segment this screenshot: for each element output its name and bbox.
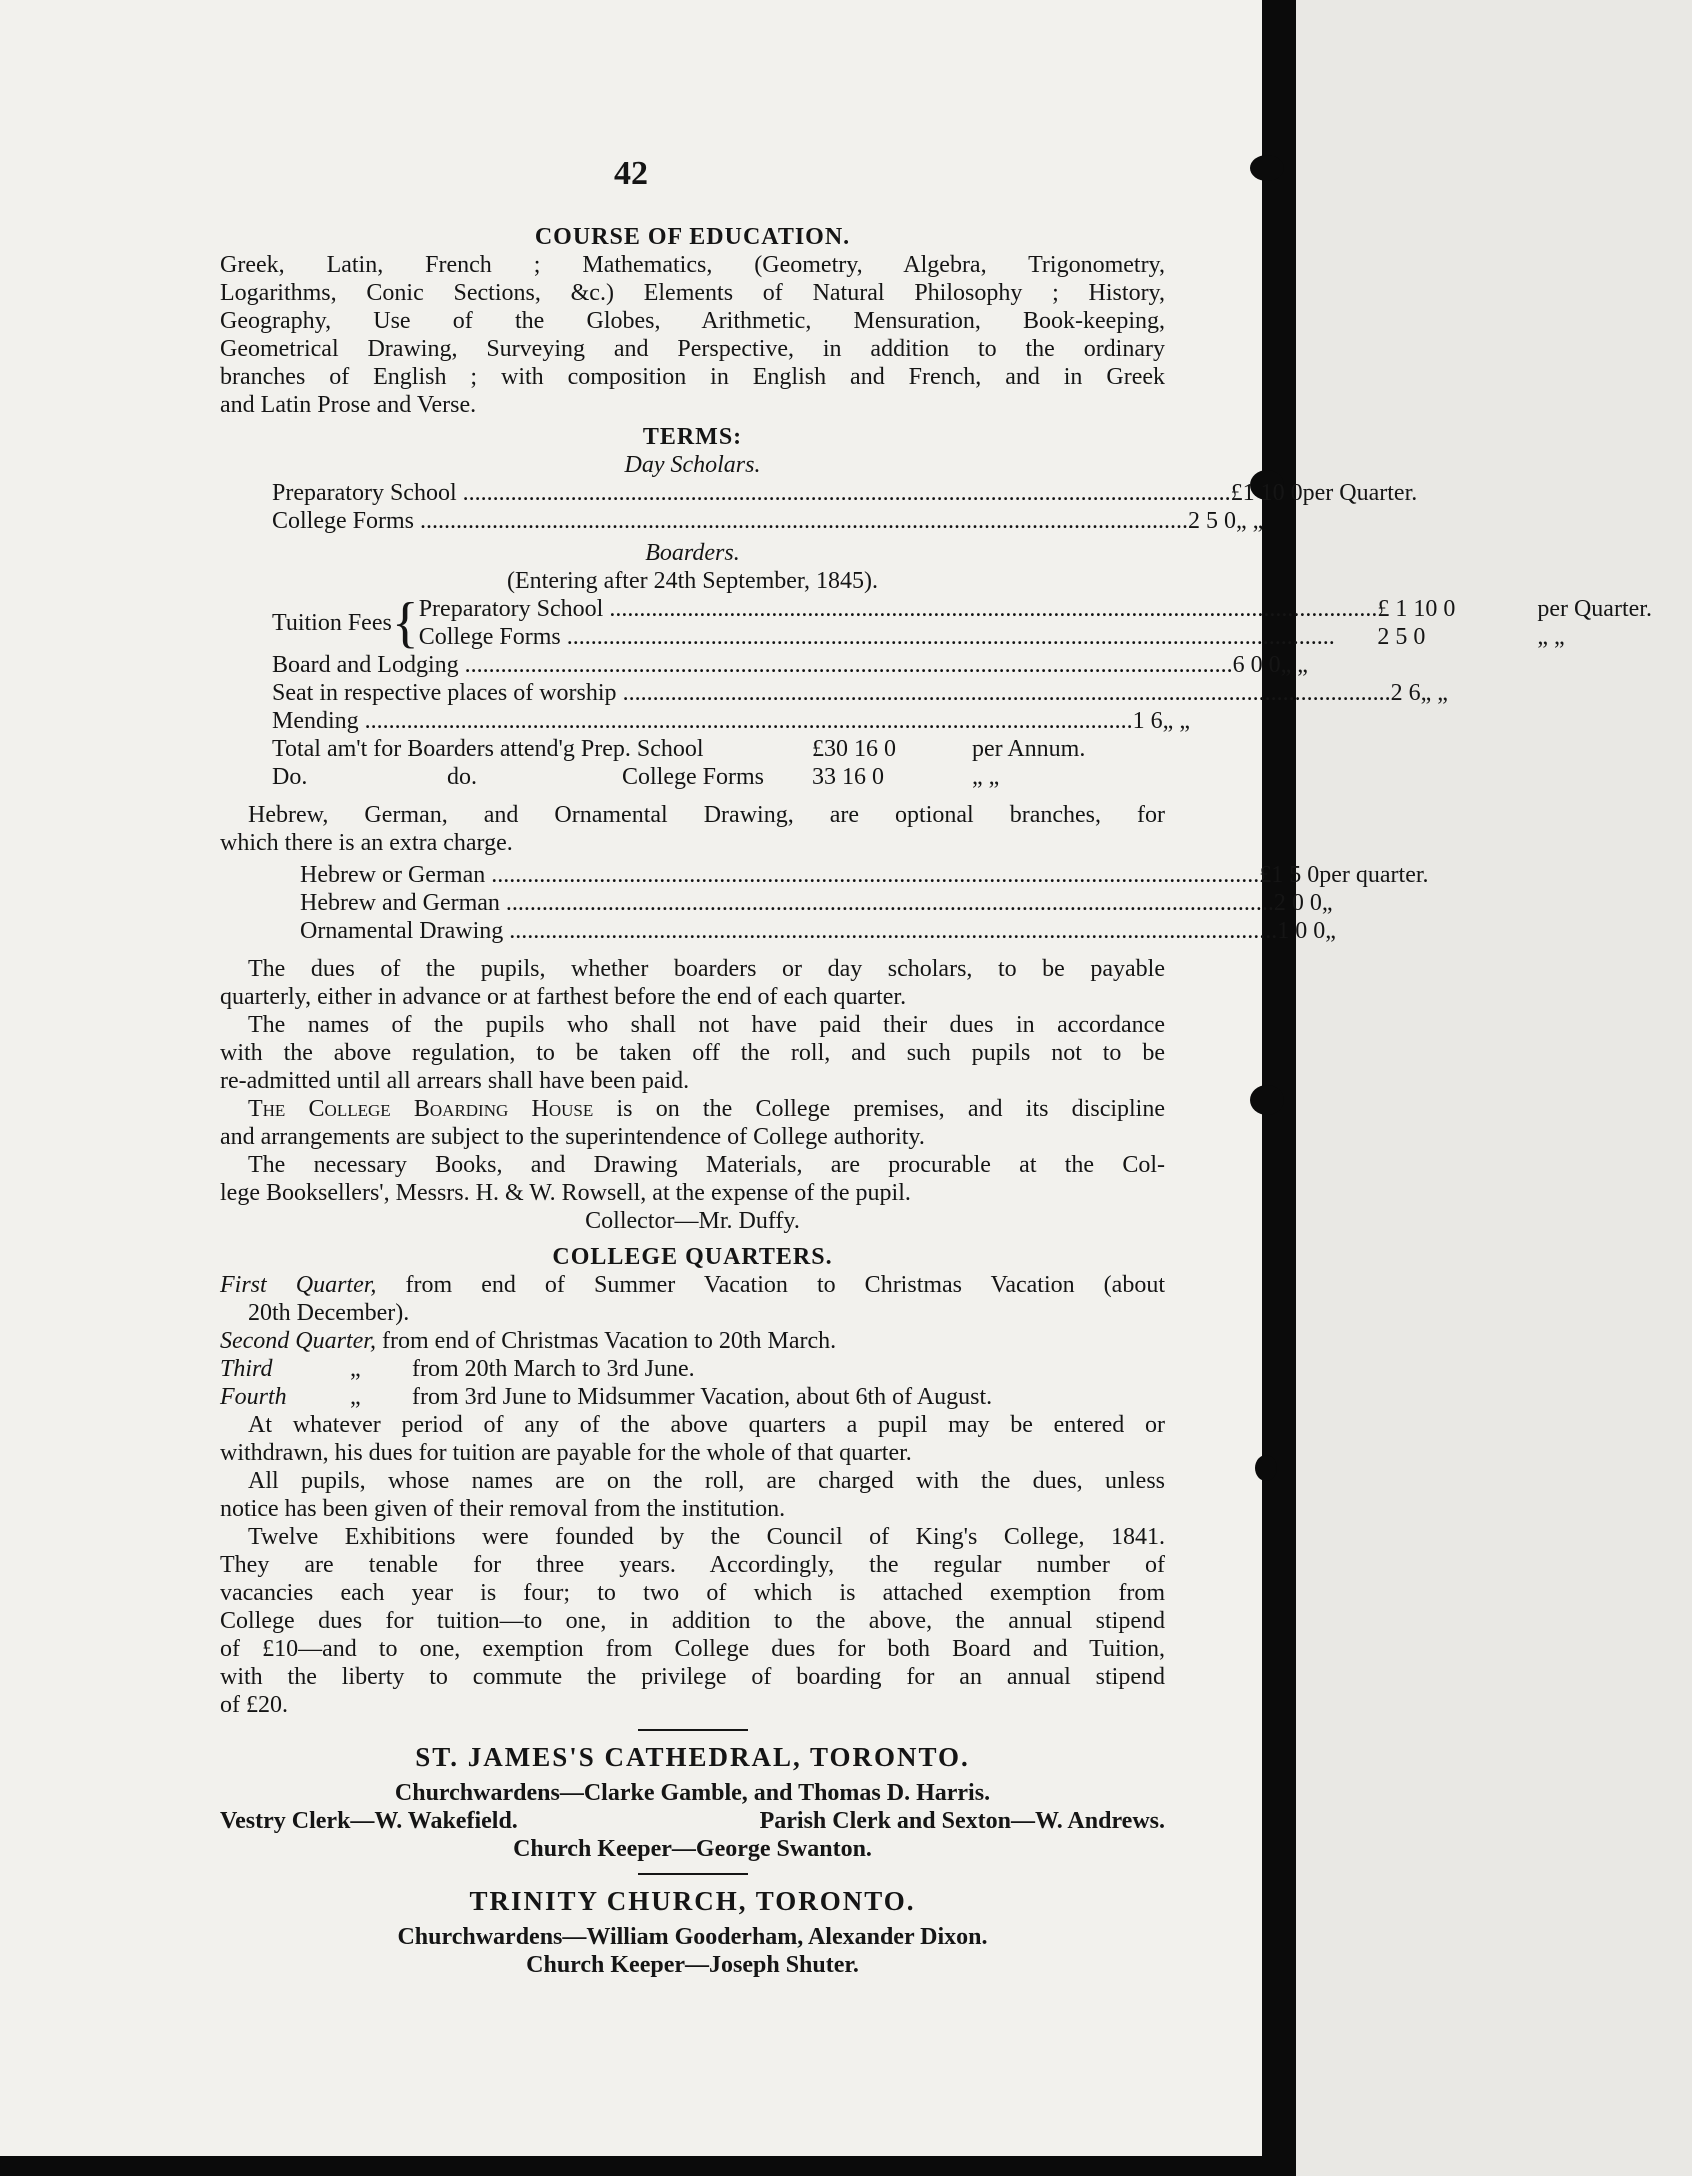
- quarters-heading: COLLEGE QUARTERS.: [552, 1244, 833, 1270]
- fee-label: College Forms .....: [419, 623, 1378, 651]
- vestry-clerk: Vestry Clerk—W. Wakefield.: [220, 1808, 518, 1834]
- para-line: College dues for tuition—to one, in addition to the above, the annual stipend: [220, 1608, 1165, 1634]
- section-rule: [638, 1873, 748, 1875]
- trinity-churchwardens: Churchwardens—William Gooderham, Alexander Dixon.: [397, 1924, 988, 1950]
- fee-label: Ornamental Drawing .....: [300, 917, 1277, 945]
- course-line: Geography, Use of the Globes, Arithmetic, Mensuration, Book-keeping,: [220, 308, 1165, 334]
- fee-amount: 1 0 0: [1277, 918, 1326, 944]
- trinity-keeper: Church Keeper—Joseph Shuter.: [526, 1952, 859, 1978]
- dues-line: The dues of the pupils, whether boarders or day scholars, to be payable: [248, 956, 1165, 982]
- fee-row: [300, 917, 1336, 945]
- fee-period: „: [1321, 890, 1333, 916]
- day-fees-table: [272, 479, 1418, 535]
- quarter-line: [220, 1327, 1165, 1355]
- fee-label: Mending .....: [272, 707, 1133, 735]
- st-james-heading: ST. JAMES'S CATHEDRAL, TORONTO.: [415, 1742, 970, 1772]
- trinity-heading: TRINITY CHURCH, TORONTO.: [469, 1886, 916, 1916]
- scan-border-bottom: [0, 2156, 1296, 2176]
- fee-row: [272, 507, 1264, 535]
- fee-row: [419, 623, 1692, 651]
- fee-amount: £ 1 10 0: [1377, 596, 1456, 622]
- para-line: They are tenable for three years. Accordingly, the regular number of: [220, 1552, 1165, 1578]
- tuition-label: Tuition Fees: [272, 610, 392, 636]
- dues-line: The names of the pupils who shall not have paid their dues in accordance: [248, 1012, 1165, 1038]
- quarter-label: First Quarter,: [220, 1272, 377, 1298]
- quarter-label: Third: [220, 1356, 273, 1382]
- para-line: Twelve Exhibitions were founded by the Council of King's College, 1841.: [248, 1524, 1165, 1550]
- course-line: and Latin Prose and Verse.: [220, 392, 477, 418]
- fee-row: [300, 889, 1333, 917]
- fee-period: „ „: [1236, 508, 1264, 534]
- total-amount: 33 16 0: [812, 764, 884, 790]
- course-line: Greek, Latin, French ; Mathematics, (Geometry, Algebra, Trigonometry,: [220, 252, 1165, 278]
- para-line: of £10—and to one, exemption from College dues for both Board and Tuition,: [220, 1636, 1165, 1662]
- para-line: withdrawn, his dues for tuition are payable for the whole of that quarter.: [220, 1440, 912, 1466]
- ditto-mark: „: [350, 1384, 361, 1410]
- quarter-text: from end of Christmas Vacation to 20th March.: [375, 1328, 837, 1354]
- quarter-line: [220, 1355, 1165, 1383]
- fee-row: [419, 595, 1692, 623]
- fee-label: Seat in respective places of worship .....: [272, 679, 1391, 707]
- total-row: [272, 763, 1127, 791]
- fee-period: per Quarter.: [1537, 596, 1652, 622]
- section-rule: [638, 1729, 748, 1731]
- boarding-line: [220, 1095, 1165, 1123]
- para-line: At whatever period of any of the above quarters a pupil may be entered or: [248, 1412, 1165, 1438]
- optional-line: Hebrew, German, and Ornamental Drawing, are optional branches, for: [248, 802, 1165, 828]
- quarter-line: [220, 1271, 1165, 1299]
- st-james-keeper: Church Keeper—George Swanton.: [513, 1836, 872, 1862]
- total-label: Total am't for Boarders attend'g Prep. School: [272, 736, 704, 762]
- boarders-note: (Entering after 24th September, 1845).: [507, 568, 878, 594]
- fee-period: per quarter.: [1319, 862, 1429, 888]
- dues-line: quarterly, either in advance or at farthest before the end of each quarter.: [220, 984, 907, 1010]
- page-number: 42: [614, 155, 648, 192]
- st-james-clerks: [220, 1807, 1165, 1835]
- page-body: [220, 223, 1652, 1979]
- para-line: of £20.: [220, 1692, 288, 1718]
- fee-period: „: [1325, 918, 1336, 944]
- boarders-heading: Boarders.: [645, 540, 740, 566]
- quarter-text: from 3rd June to Midsummer Vacation, about 6th of August.: [412, 1384, 993, 1410]
- brace-glyph: {: [391, 592, 419, 654]
- para-line: All pupils, whose names are on the roll, are charged with the dues, unless: [248, 1468, 1165, 1494]
- quarter-line: [220, 1383, 1165, 1411]
- ditto-mark: „: [350, 1356, 361, 1382]
- fee-period: „ „: [1280, 652, 1308, 678]
- course-line: branches of English ; with composition in English and French, and in Greek: [220, 364, 1165, 390]
- total-amount: £30 16 0: [812, 736, 896, 762]
- quarter-text: from end of Summer Vacation to Christmas Vacation (about: [376, 1272, 1165, 1298]
- quarter-text: from 20th March to 3rd June.: [412, 1356, 695, 1382]
- collector: Collector—Mr. Duffy.: [585, 1208, 800, 1234]
- total-label: College Forms: [622, 764, 764, 790]
- fee-row: [272, 651, 1308, 679]
- fee-amount: 6 0 0: [1232, 652, 1281, 678]
- total-period: „ „: [972, 764, 1000, 790]
- fee-row: [272, 679, 1448, 707]
- fee-label: Board and Lodging .....: [272, 651, 1233, 679]
- books-line: lege Booksellers', Messrs. H. & W. Rowsell, at the expense of the pupil.: [220, 1180, 911, 1206]
- para-line: notice has been given of their removal from the institution.: [220, 1496, 786, 1522]
- course-heading: COURSE OF EDUCATION.: [534, 224, 851, 250]
- fee-row: [272, 479, 1418, 507]
- boarding-house-name: The College Boarding House: [248, 1096, 594, 1122]
- dues-line: with the above regulation, to be taken off the roll, and such pupils not to be: [220, 1040, 1165, 1066]
- fee-period: „ „: [1537, 624, 1565, 650]
- boarding-line: and arrangements are subject to the superintendence of College authority.: [220, 1124, 925, 1150]
- books-line: The necessary Books, and Drawing Materials, are procurable at the Col-: [248, 1152, 1165, 1178]
- fee-label: Preparatory School .....: [272, 479, 1231, 507]
- fee-period: „ „: [1162, 708, 1190, 734]
- terms-heading: TERMS:: [642, 424, 743, 450]
- quarter-label: Second Quarter,: [220, 1328, 376, 1354]
- boarder-fees-table: [272, 592, 1652, 791]
- day-scholars-heading: Day Scholars.: [624, 452, 761, 478]
- binding-mark: [1250, 1085, 1284, 1115]
- para-line: with the liberty to commute the privilege of boarding for an annual stipend: [220, 1664, 1165, 1690]
- fee-label: Preparatory School .....: [419, 595, 1378, 623]
- fee-period: „ „: [1420, 680, 1448, 706]
- fee-label: Hebrew and German .....: [300, 889, 1274, 917]
- fee-row: [300, 861, 1429, 889]
- boarding-text: is on the College premises, and its discipline: [593, 1096, 1165, 1122]
- ditto-mark: Do.: [272, 764, 308, 790]
- fee-amount: 2 0 0: [1273, 890, 1322, 916]
- fee-amount: £1 10 0: [1230, 480, 1303, 506]
- tuition-group: [272, 592, 1652, 654]
- st-james-churchwardens: Churchwardens—Clarke Gamble, and Thomas D. Harris.: [394, 1780, 991, 1806]
- quarter-label: Fourth: [220, 1384, 287, 1410]
- parish-clerk: Parish Clerk and Sexton—W. Andrews.: [759, 1808, 1165, 1834]
- total-period: per Annum.: [972, 736, 1086, 762]
- fee-amount: 2 5 0: [1377, 624, 1426, 650]
- fee-row: [272, 707, 1190, 735]
- binding-mark: [1255, 1455, 1277, 1481]
- fee-amount: 2 5 0: [1188, 508, 1236, 534]
- optional-fees-table: [300, 861, 1429, 945]
- ditto-mark: do.: [447, 764, 477, 790]
- tuition-rows: [419, 595, 1692, 651]
- fee-amount: £1 5 0: [1259, 862, 1320, 888]
- dues-line: re-admitted until all arrears shall have been paid.: [220, 1068, 690, 1094]
- fee-label: College Forms .....: [272, 507, 1188, 535]
- fee-amount: 2 6: [1390, 680, 1421, 706]
- fee-period: per Quarter.: [1302, 480, 1418, 506]
- fee-label: Hebrew or German .....: [300, 861, 1259, 889]
- course-line: Logarithms, Conic Sections, &c.) Elements of Natural Philosophy ; History,: [220, 280, 1165, 306]
- quarter-line: 20th December).: [248, 1300, 410, 1326]
- optional-line: which there is an extra charge.: [220, 830, 513, 856]
- total-row: [272, 735, 1127, 763]
- fee-amount: 1 6: [1132, 708, 1163, 734]
- para-line: vacancies each year is four; to two of which is attached exemption from: [220, 1580, 1165, 1606]
- course-line: Geometrical Drawing, Surveying and Perspective, in addition to the ordinary: [220, 336, 1165, 362]
